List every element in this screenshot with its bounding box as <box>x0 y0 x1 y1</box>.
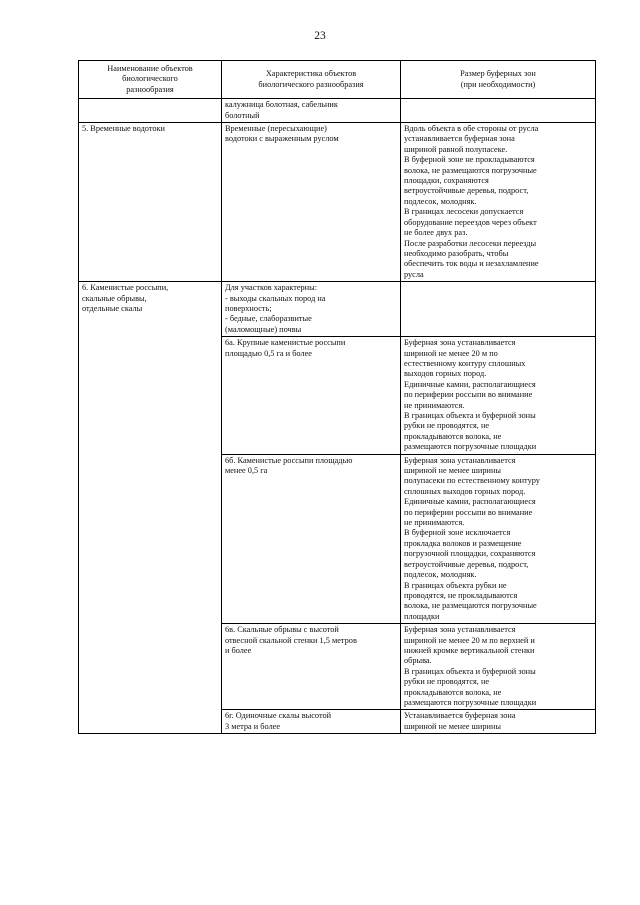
cell <box>222 99 401 123</box>
cell <box>222 624 401 710</box>
cell-text-line: естественному контуру сплошных <box>404 358 526 368</box>
cell-text-line: размещаются погрузочные площадки <box>404 697 537 707</box>
cell-text-line: 5. Временные водотоки <box>82 124 165 134</box>
cell-text-line: менее 0,5 га <box>225 466 268 476</box>
cell-text-line: полупасеки по естественному контуру <box>404 476 540 486</box>
cell <box>401 123 596 282</box>
cell-text-line: нижней кромке вертикальной стенки <box>404 645 535 655</box>
cell-text-line: обеспечить ток воды и незахламление <box>404 259 539 269</box>
cell-text-line: шириной не менее ширины <box>404 721 501 731</box>
cell-text-line: площадки <box>404 611 440 621</box>
cell-text-line: рубки не проводятся, не <box>404 421 490 431</box>
cell-text-line: оборудование переездов через объект <box>404 217 537 227</box>
cell-text-line: необходимо разобрать, чтобы <box>404 248 509 258</box>
header-buffer-zone-size: Размер буферных зон (при необходимости) <box>401 61 596 99</box>
cell-text-line: шириной не менее ширины <box>404 466 501 476</box>
cell-text-line: В границах лесосеки допускается <box>404 207 524 217</box>
cell <box>222 337 401 454</box>
page-number: 23 <box>314 30 326 42</box>
cell-text-line: по периферии россыпи во внимание <box>404 507 533 517</box>
cell-text-line: размещаются погрузочные площадки <box>404 442 537 452</box>
cell-text-line: не принимаются. <box>404 518 465 528</box>
cell-text-line: Буферная зона устанавливается <box>404 455 516 465</box>
empty-line <box>404 283 592 293</box>
cell-text-line: водотоки с выраженным руслом <box>225 134 339 144</box>
cell-text-line: - бедные, слаборазвитые <box>225 314 312 324</box>
cell-text-line: Устанавливается буферная зона <box>404 711 516 721</box>
cell-text-line: 6г. Одиночные скалы высотой <box>225 711 332 721</box>
cell-text-line: В границах объекта рубки не <box>404 580 507 590</box>
cell-text-line: 6. Каменистые россыпи, <box>82 283 169 293</box>
cell-text-line: (маломощные) почвы <box>225 324 302 334</box>
cell-text-line: 6в. Скальные обрывы с высотой <box>225 625 339 635</box>
cell-text-line: скальные обрывы, <box>82 293 147 303</box>
cell-text-line: подлесок, молодняк. <box>404 570 477 580</box>
cell-text-line: подлесок, молодняк. <box>404 196 477 206</box>
cell-text-line: прокладываются волока, не <box>404 687 502 697</box>
cell-text-line: калужница болотная, сабельник <box>225 100 338 110</box>
cell-text-line: Вдоль объекта в обе стороны от русла <box>404 124 539 134</box>
cell-text-line: В буферной зоне не прокладываются <box>404 155 535 165</box>
cell-text-line: Единичные камни, располагающиеся <box>404 379 536 389</box>
table-row <box>79 99 596 123</box>
empty-line <box>82 100 218 110</box>
cell-text-line: В границах объекта и буферной зоны <box>404 411 536 420</box>
cell-text-line: шириной не менее 20 м по <box>404 348 498 358</box>
cell-text-line: по периферии россыпи во внимание <box>404 390 533 400</box>
cell <box>401 99 596 123</box>
cell-text-line: В границах объекта и буферной зоны <box>404 666 536 676</box>
cell <box>401 337 596 454</box>
cell-text-line: ветроустойчивые деревья, подрост, <box>404 559 529 569</box>
cell-text-line: шириной равной полупасеке. <box>404 144 508 154</box>
cell-text-line: отвесной скальной стенки 1,5 метров <box>225 635 357 645</box>
cell-text-line: отдельные скалы <box>82 303 143 313</box>
cell-text-line: погрузочной площадки, сохраняются <box>404 549 536 559</box>
cell-text-line: шириной не менее 20 м по верхней и <box>404 635 535 645</box>
cell-text-line: Временные (пересыхающие) <box>225 124 327 134</box>
cell-text-line: 3 метра и более <box>225 721 281 731</box>
header-object-characteristics: Характеристика объектов биологического разнообразия <box>222 61 401 99</box>
cell <box>222 123 401 282</box>
cell-text-line: болотный <box>225 110 260 120</box>
cell-text-line: Буферная зона устанавливается <box>404 625 516 635</box>
cell-text-line: 6б. Каменистые россыпи площадью <box>225 455 353 465</box>
cell-text-line: выходов горных пород. <box>404 369 487 379</box>
cell-text-line: Буферная зона устанавливается <box>404 338 516 348</box>
cell-text-line: не принимаются. <box>404 400 465 410</box>
cell <box>401 710 596 734</box>
cell-text-line: сплошных выходов горных пород. <box>404 486 526 496</box>
cell-text-line: - выходы скальных пород на <box>225 293 326 303</box>
cell-text-line: волока, не размещаются погрузочные <box>404 165 537 175</box>
cell <box>222 710 401 734</box>
cell-text-line: В буферной зоне исключается <box>404 528 511 538</box>
cell-text-line: площадки, сохраняются <box>404 176 489 186</box>
cell <box>79 282 222 734</box>
cell <box>401 624 596 710</box>
header-object-name: Наименование объектов биологического разнообразия <box>79 61 222 99</box>
cell-text-line: проводятся, не прокладываются <box>404 590 518 600</box>
cell-text-line: площадью 0,5 га и более <box>225 348 312 358</box>
cell <box>401 282 596 337</box>
cell <box>79 99 222 123</box>
cell-text-line: ветроустойчивые деревья, подрост, <box>404 186 529 196</box>
cell <box>401 454 596 624</box>
cell-text-line: рубки не проводятся, не <box>404 677 490 687</box>
cell-text-line: волока, не размещаются погрузочные <box>404 601 537 611</box>
cell-text-line: Для участков характерны: <box>225 283 318 293</box>
cell-text-line: Единичные камни, располагающиеся <box>404 497 536 507</box>
cell <box>222 282 401 337</box>
cell-text-line: устанавливается буферная зона <box>404 134 515 144</box>
table-row <box>79 282 596 337</box>
cell <box>222 454 401 624</box>
biodiversity-buffer-table <box>78 60 596 734</box>
cell-text-line: и более <box>225 645 252 655</box>
cell-text-line: не более двух раз. <box>404 228 468 238</box>
cell-text-line: прокладка волоков и размещение <box>404 538 522 548</box>
table-header-row <box>79 61 596 99</box>
cell-text-line: После разработки лесосеки переезды <box>404 238 537 248</box>
empty-line <box>404 100 592 110</box>
cell-text-line: 6а. Крупные каменистые россыпи <box>225 338 346 348</box>
cell <box>79 123 222 282</box>
cell-text-line: прокладываются волока, не <box>404 431 502 441</box>
table-row <box>79 123 596 282</box>
cell-text-line: обрыва. <box>404 656 432 666</box>
cell-text-line: поверхность; <box>225 303 272 313</box>
cell-text-line: русла <box>404 269 424 279</box>
